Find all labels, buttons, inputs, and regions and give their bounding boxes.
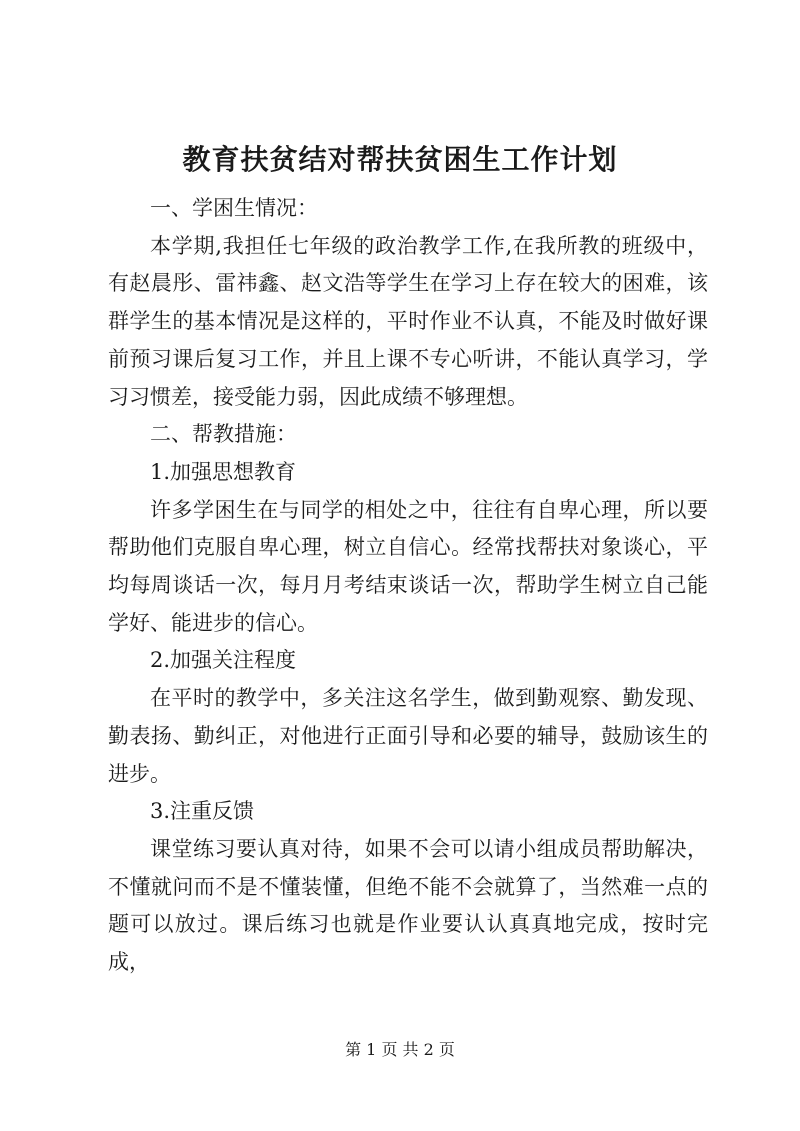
document-title: 教育扶贫结对帮扶贫困生工作计划	[182, 143, 618, 176]
body-paragraph: 本学期,我担任七年级的政治教学工作,在我所教的班级中，有赵晨彤、雷祎鑫、赵文浩等学生在学习上存在较大的困难，该群学生的基本情况是这样的，平时作业不认真，不能及时做好课前预习课后复习工作，并且上课不专心听讲，不能认真学习，学习习惯差，接受能力弱，因此成绩不够理想。	[108, 233, 708, 409]
subsection-heading: 2.加强关注程度	[150, 648, 297, 673]
body-paragraph: 课堂练习要认真对待，如果不会可以请小组成员帮助解决，不懂就问而不是不懂装懂，但绝不能不会就算了，当然难一点的题可以放过。课后练习也就是作业要认认真真地完成，按时完成，	[108, 836, 708, 975]
section-heading: 二、帮教措施：	[150, 422, 297, 447]
document-body	[108, 190, 708, 982]
subsection-heading: 3.注重反馈	[150, 799, 255, 824]
body-paragraph: 许多学困生在与同学的相处之中，往往有自卑心理，所以要帮助他们克服自卑心理，树立自信心。经常找帮扶对象谈心，平均每周谈话一次，每月月考结束谈话一次，帮助学生树立自己能学好、能进步的信心。	[108, 497, 708, 635]
section-heading: 一、学困生情况：	[150, 196, 318, 220]
subsection-heading: 1.加强思想教育	[150, 459, 297, 484]
page-footer: 第 1 页 共 2 页	[345, 1040, 455, 1059]
body-paragraph: 在平时的教学中，多关注这名学生，做到勤观察、勤发现、勤表扬、勤纠正，对他进行正面引导和必要的辅导，鼓励该生的进步。	[108, 686, 708, 786]
